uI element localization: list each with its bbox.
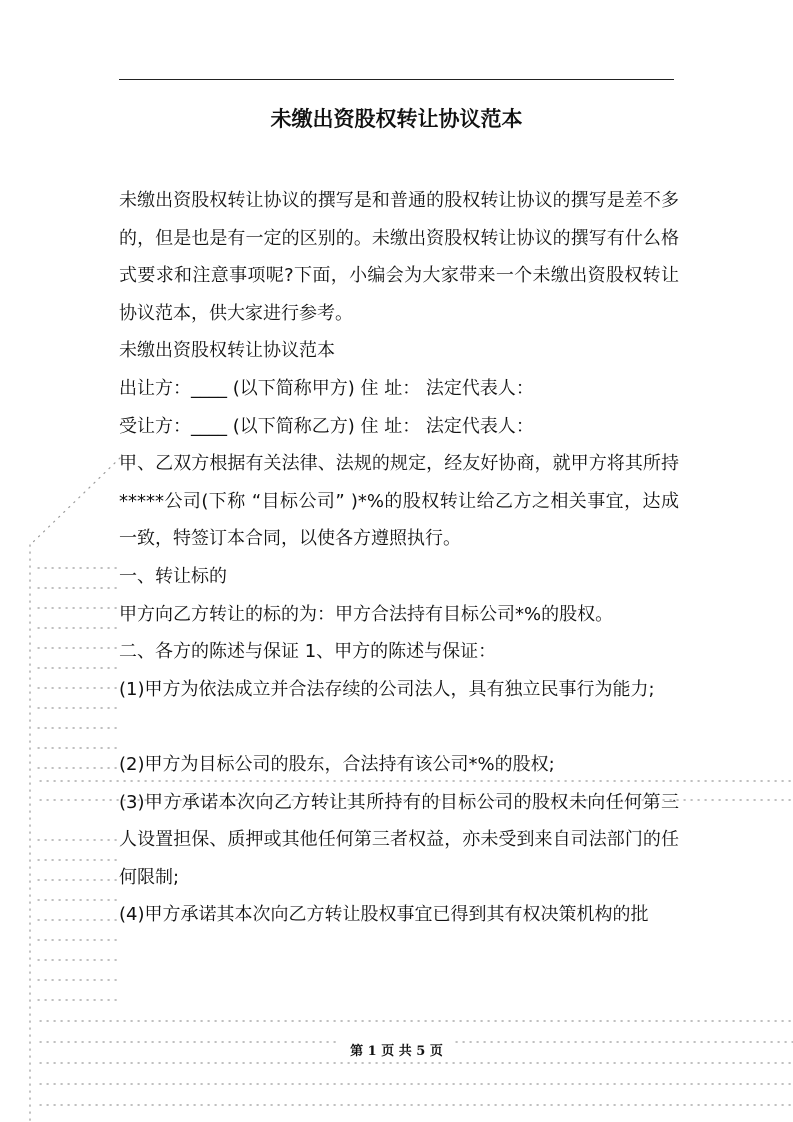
header-rule: [119, 79, 674, 80]
item-1: (1)甲方为依法成立并合法存续的公司法人，具有独立民事行为能力;: [119, 678, 655, 700]
section1-heading: 一、转让标的: [119, 565, 227, 587]
document-title: 未缴出资股权转让协议范本: [270, 107, 523, 131]
item-2: (2)甲方为目标公司的股东，合法持有该公司*%的股权;: [119, 753, 555, 775]
item-3: (3)甲方承诺本次向乙方转让其所持有的目标公司的股权未向任何第三人设置担保、质押或其他任何第三者权益，亦未受到来自司法部门的任何限制;: [119, 791, 679, 888]
agreement-paragraph: 甲、乙双方根据有关法律、法规的规定，经友好协商，就甲方将其所持*****公司(下称 “目标公司” )*%的股权转让给乙方之相关事宜，达成一致，特签订本合同，以使各方遵照执行。: [119, 453, 679, 550]
agreement-subtitle: 未缴出资股权转让协议范本: [119, 340, 335, 362]
section1-text: 甲方向乙方转让的标的为：甲方合法持有目标公司*%的股权。: [119, 603, 614, 625]
transferor-line: 出让方：____ (以下简称甲方) 住 址： 法定代表人：: [119, 377, 534, 399]
document-body: [119, 182, 679, 934]
intro-paragraph: 未缴出资股权转让协议的撰写是和普通的股权转让协议的撰写是差不多的，但是也是有一定的区别的。未缴出资股权转让协议的撰写有什么格式要求和注意事项呢?下面，小编会为大家带来一个未缴出资股权转让协议范本，供大家进行参考。: [119, 190, 679, 324]
item-4: (4)甲方承诺其本次向乙方转让股权事宜已得到其有权决策机构的批: [119, 904, 649, 926]
transferee-line: 受让方：____ (以下简称乙方) 住 址： 法定代表人：: [119, 415, 534, 437]
section2-heading: 二、各方的陈述与保证 1、甲方的陈述与保证：: [119, 641, 497, 663]
page-number: 第 1 页 共 5 页: [350, 1044, 443, 1059]
blank-line: [119, 708, 679, 746]
